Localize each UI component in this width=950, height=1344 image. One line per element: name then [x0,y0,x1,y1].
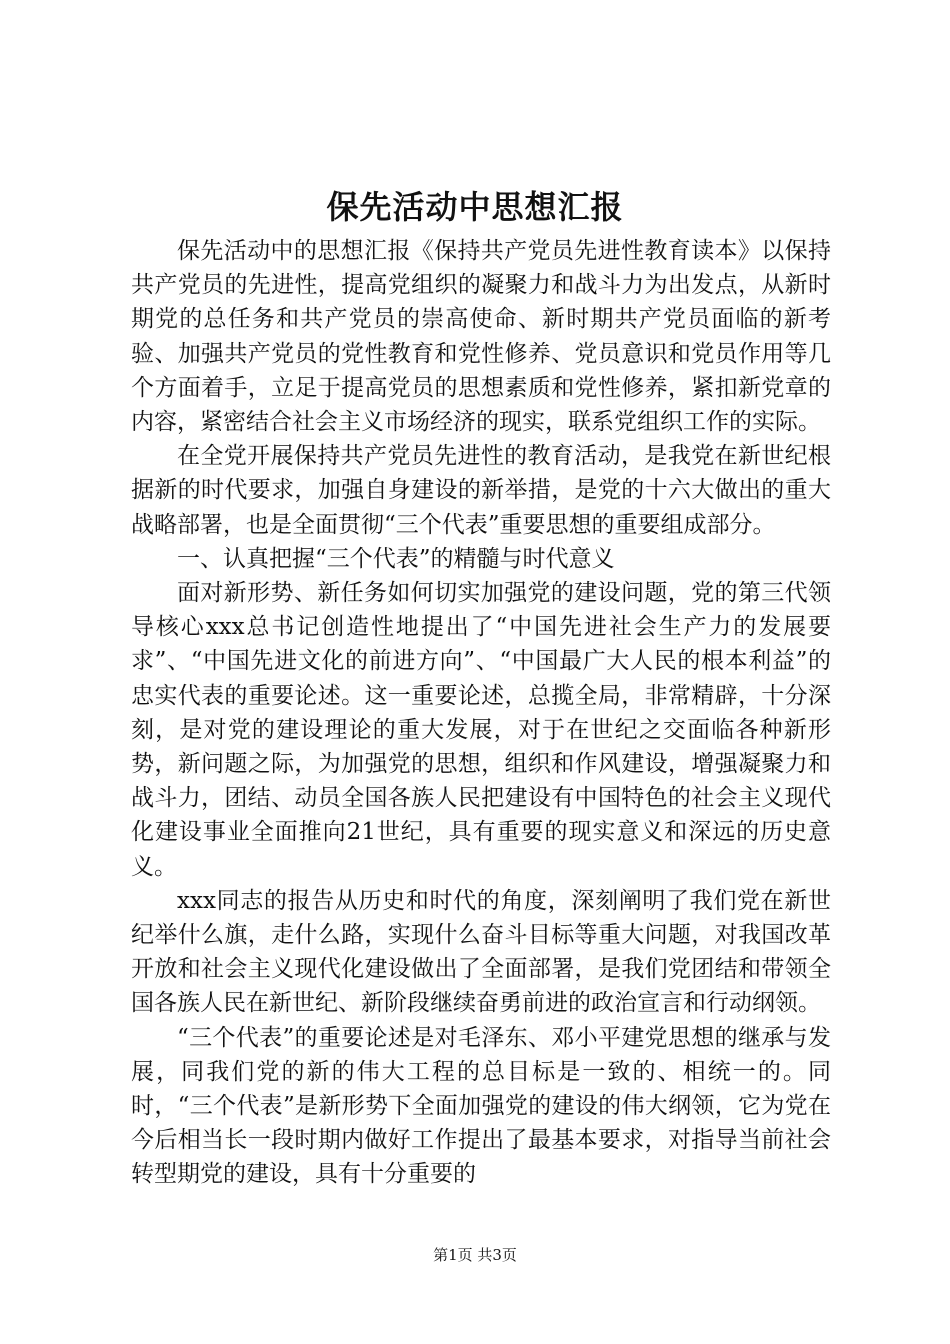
paragraph-1: 保先活动中的思想汇报《保持共产党员先进性教育读本》以保持共产党员的先进性，提高党组织的凝聚力和战斗力为出发点，从新时期党的总任务和共产党员的崇高使命、新时期共产党员面临的新考验、加强共产党员的党性教育和党性修养、党员意识和党员作用等几个方面着手，立足于提高党员的思想素质和党性修养，紧扣新党章的内容，紧密结合社会主义市场经济的现实，联系党组织工作的实际。 [131,238,831,436]
paragraph-3: 面对新形势、新任务如何切实加强党的建设问题，党的第三代领导核心xxx总书记创造性地提出了“中国先进社会生产力的发展要求”、“中国先进文化的前进方向”、“中国最广大人民的根本利益”的忠实代表的重要论述。这一重要论述，总揽全局，非常精辟，十分深刻，是对党的建设理论的重大发展，对于在世纪之交面临各种新形势，新问题之际，为加强党的思想，组织和作风建设，增强凝聚力和战斗力，团结、动员全国各族人民把建设有中国特色的社会主义现代化建设事业全面推向21世纪，具有重要的现实意义和深远的历史意义。 [131,580,831,880]
document-title: 保先活动中思想汇报 [326,188,624,226]
document-body [131,234,831,1192]
page-footer: 第1页 共3页 [433,1246,517,1264]
paragraph-4: xxx同志的报告从历史和时代的角度，深刻阐明了我们党在新世纪举什么旗，走什么路，实现什么奋斗目标等重大问题，对我国改革开放和社会主义现代化建设做出了全面部署，是我们党团结和带领全国各族人民在新世纪、新阶段继续奋勇前进的政治宣言和行动纲领。 [131,887,831,1017]
paragraph-2: 在全党开展保持共产党员先进性的教育活动，是我党在新世纪根据新的时代要求，加强自身建设的新举措，是党的十六大做出的重大战略部署，也是全面贯彻“三个代表”重要思想的重要组成部分。 [131,443,831,538]
section-heading-1: 一、认真把握“三个代表”的精髓与时代意义 [177,545,615,572]
paragraph-5: “三个代表”的重要论述是对毛泽东、邓小平建党思想的继承与发展，同我们党的新的伟大工程的总目标是一致的、相统一的。同时，“三个代表”是新形势下全面加强党的建设的伟大纲领，它为党在今后相当长一段时期内做好工作提出了最基本要求，对指导当前社会转型期党的建设，具有十分重要的 [131,1024,831,1188]
